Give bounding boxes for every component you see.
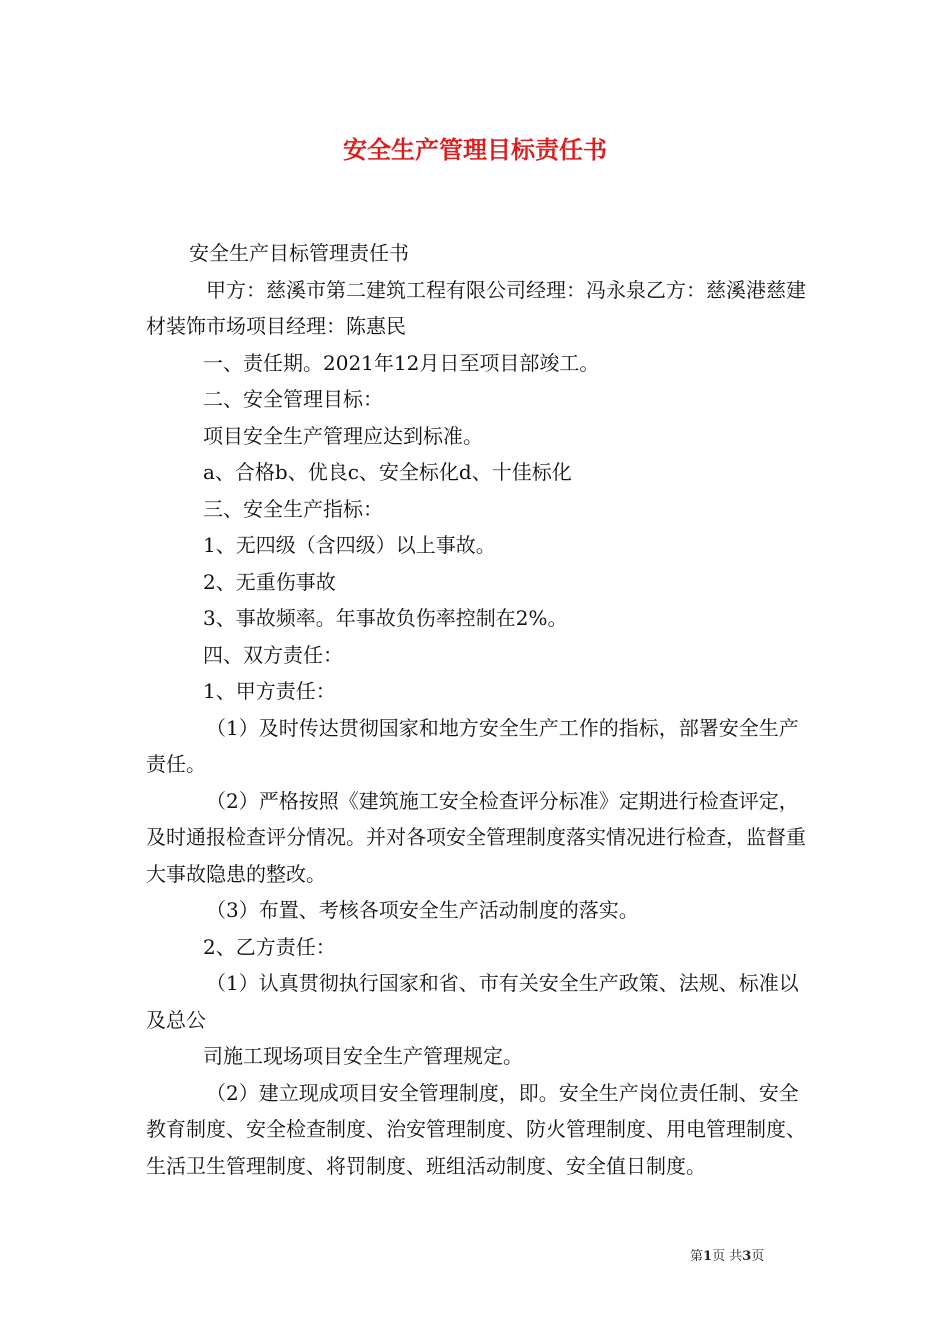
paragraph-indicator-2: 2、无重伤事故 xyxy=(203,569,336,594)
paragraph-party-b-duties: 2、乙方责任： xyxy=(203,934,336,959)
page-footer xyxy=(690,1248,764,1266)
document-body xyxy=(146,235,806,1184)
footer-page-number: 1 xyxy=(703,1249,713,1264)
paragraph-party-a-item-1: （1）及时传达贯彻国家和地方安全生产工作的指标，部署安全生产责任。 xyxy=(146,715,799,776)
paragraph-goal-standard: 项目安全生产管理应达到标准。 xyxy=(203,423,483,448)
paragraph-heading-goals: 二、安全管理目标： xyxy=(203,387,383,411)
paragraph-heading-indicators: 三、安全生产指标： xyxy=(203,496,383,521)
document-title: 安全生产管理目标责任书 xyxy=(343,135,607,164)
paragraph-heading-duties: 四、双方责任： xyxy=(203,642,343,667)
footer-prefix: 第 xyxy=(690,1249,704,1264)
paragraph-party-a-item-3: （3）布置、考核各项安全生产活动制度的落实。 xyxy=(206,898,639,922)
paragraph-subtitle: 安全生产目标管理责任书 xyxy=(189,241,409,265)
footer-suffix: 页 xyxy=(751,1249,765,1264)
paragraph-goal-levels: a、合格b、优良c、安全标化d、十佳标化 xyxy=(203,460,572,484)
paragraph-party-b-item-1-cont: 司施工现场项目安全生产管理规定。 xyxy=(203,1044,523,1068)
paragraph-indicator-1: 1、无四级（含四级）以上事故。 xyxy=(203,533,496,557)
footer-middle: 页 共 xyxy=(712,1249,743,1264)
paragraph-indicator-3: 3、事故频率。年事故负伤率控制在2%。 xyxy=(203,606,568,630)
paragraph-party-a-item-2: （2）严格按照《建筑施工安全检查评分标准》定期进行检查评定，及时通报检查评分情况。并对各项安全管理制度落实情况进行检查，监督重大事故隐患的整改。 xyxy=(146,788,806,886)
paragraph-party-b-item-1: （1）认真贯彻执行国家和省、市有关安全生产政策、法规、标准以及总公 xyxy=(146,971,799,1032)
paragraph-party-a-duties: 1、甲方责任： xyxy=(203,679,336,703)
footer-total-pages: 3 xyxy=(742,1249,752,1264)
paragraph-parties: 甲方：慈溪市第二建筑工程有限公司经理：冯永泉乙方：慈溪港慈建材装饰市场项目经理：陈惠民 xyxy=(146,277,806,338)
paragraph-term: 一、责任期。2021年12月日至项目部竣工。 xyxy=(203,350,600,375)
paragraph-party-b-item-2: （2）建立现成项目安全管理制度，即。安全生产岗位责任制、安全教育制度、安全检查制度、治安管理制度、防火管理制度、用电管理制度、生活卫生管理制度、将罚制度、班组活动制度、安全值日制度。 xyxy=(146,1080,806,1178)
